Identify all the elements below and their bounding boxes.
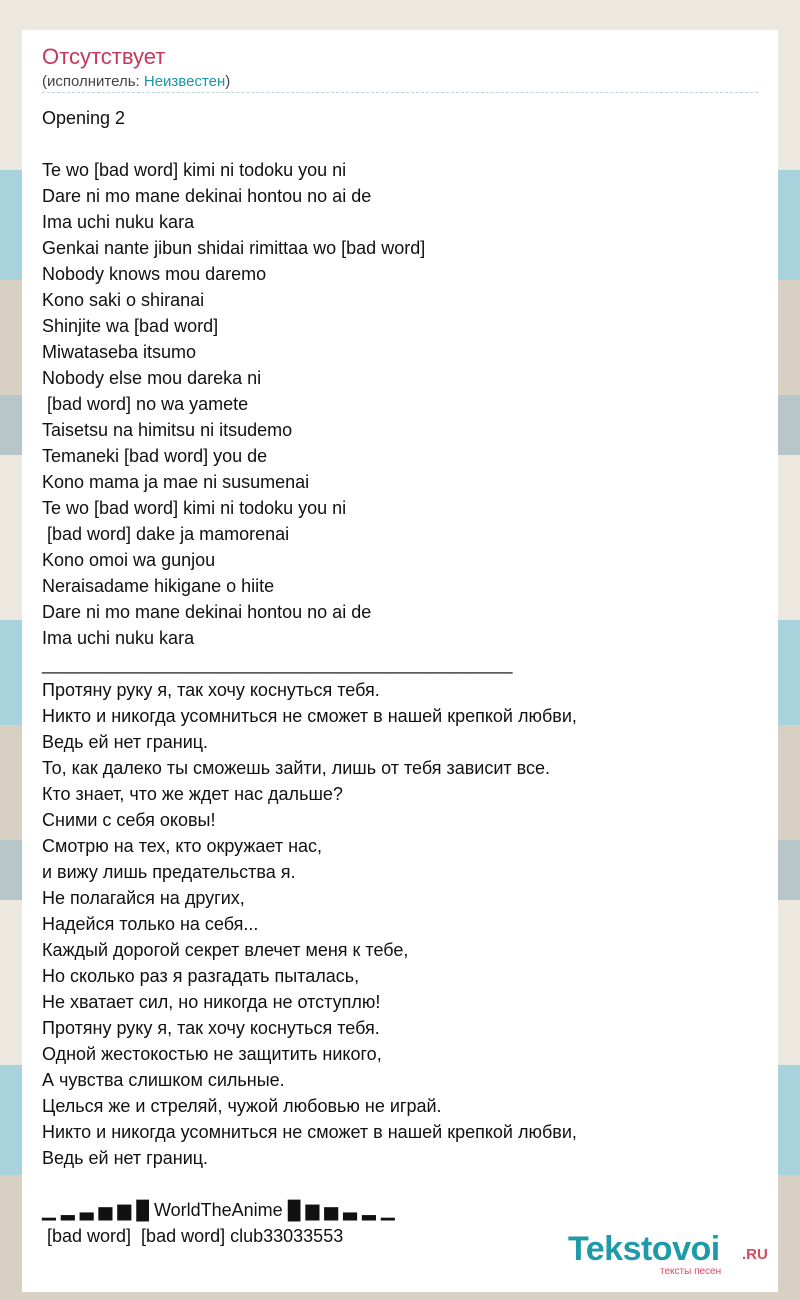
lyric-line: Nobody else mou dareka ni xyxy=(42,368,262,388)
lyric-line: Miwataseba itsumo xyxy=(42,342,197,362)
lyric-line: Te wo [bad word] kimi ni todoku you ni xyxy=(42,160,347,180)
lyric-line: Протяну руку я, так хочу коснуться тебя. xyxy=(42,680,380,700)
lyric-line: Кто знает, что же ждет нас дальше? xyxy=(42,784,343,804)
lyric-line: Ведь ей нет границ. xyxy=(42,732,209,752)
lyric-line: Не хватает сил, но никогда не отступлю! xyxy=(42,992,381,1012)
lyric-line: [bad word] [bad word] club33033553 xyxy=(42,1226,344,1246)
lyric-line: Смотрю на тех, кто окружает нас, xyxy=(42,836,323,856)
artist-prefix: (исполнитель: xyxy=(42,73,144,90)
lyric-line: Каждый дорогой секрет влечет меня к тебе, xyxy=(42,940,409,960)
song-title: Отсутствует xyxy=(42,44,166,69)
logo-tagline: тексты песен xyxy=(660,1266,722,1277)
lyric-line xyxy=(42,131,762,157)
lyric-line: Но сколько раз я разгадать пыталась, xyxy=(42,966,360,986)
lyric-line: Никто и никогда усомниться не сможет в нашей крепкой любви, xyxy=(42,706,577,726)
lyric-line: Никто и никогда усомниться не сможет в нашей крепкой любви, xyxy=(42,1122,577,1142)
lyric-line: А чувства слишком сильные. xyxy=(42,1070,285,1090)
lyric-line: Протяну руку я, так хочу коснуться тебя. xyxy=(42,1018,380,1038)
lyric-line: Taisetsu na himitsu ni itsudemo xyxy=(42,420,293,440)
lyric-line: Opening 2 xyxy=(42,108,126,128)
lyric-line: Надейся только на себя... xyxy=(42,914,259,934)
lyric-line: Te wo [bad word] kimi ni todoku you ni xyxy=(42,498,347,518)
lyric-line: Сними с себя оковы! xyxy=(42,810,216,830)
lyric-line: Genkai nante jibun shidai rimittaa wo [bad word] xyxy=(42,238,426,258)
logo-wordmark: Tekstovoi xyxy=(568,1230,720,1268)
artist-line xyxy=(42,73,230,90)
lyric-line: Ima uchi nuku kara xyxy=(42,212,195,232)
artist-suffix: ) xyxy=(225,73,231,90)
site-logo[interactable] xyxy=(568,1230,778,1280)
artist-link[interactable]: Неизвестен xyxy=(143,73,226,90)
lyric-line: Temaneki [bad word] you de xyxy=(42,446,268,466)
lyric-line: [bad word] dake ja mamorenai xyxy=(42,524,290,544)
lyric-line: Dare ni mo mane dekinai hontou no ai de xyxy=(42,186,372,206)
lyric-line: Ima uchi nuku kara xyxy=(42,628,195,648)
lyric-line: Nobody knows mou daremo xyxy=(42,264,267,284)
lyric-line: Kono omoi wa gunjou xyxy=(42,550,216,570)
lyric-line: [bad word] no wa yamete xyxy=(42,394,249,414)
lyric-line: Kono saki o shiranai xyxy=(42,290,205,310)
lyric-line: Dare ni mo mane dekinai hontou no ai de xyxy=(42,602,372,622)
lyrics-text xyxy=(42,105,762,1249)
lyric-line xyxy=(42,1171,762,1197)
lyric-line: _______________________________________________ xyxy=(42,654,513,674)
lyric-line: Целься же и стреляй, чужой любовью не играй. xyxy=(42,1096,442,1116)
logo-domain: .RU xyxy=(742,1246,768,1263)
lyric-line: и вижу лишь предательства я. xyxy=(42,862,296,882)
lyric-line: Neraisadame hikigane o hiite xyxy=(42,576,275,596)
lyric-line: Kono mama ja mae ni susumenai xyxy=(42,472,310,492)
lyric-line: Ведь ей нет границ. xyxy=(42,1148,209,1168)
header-divider xyxy=(42,92,758,93)
lyric-line: Не полагайся на других, xyxy=(42,888,245,908)
lyric-line: Одной жестокостью не защитить никого, xyxy=(42,1044,382,1064)
lyric-line: Shinjite wa [bad word] xyxy=(42,316,219,336)
lyric-line: ▁ ▂ ▃ ▅ ▆ █ WorldTheAnime █ ▆ ▅ ▃ ▂ ▁ xyxy=(42,1200,395,1220)
lyric-line: То, как далеко ты сможешь зайти, лишь от тебя зависит все. xyxy=(42,758,551,778)
